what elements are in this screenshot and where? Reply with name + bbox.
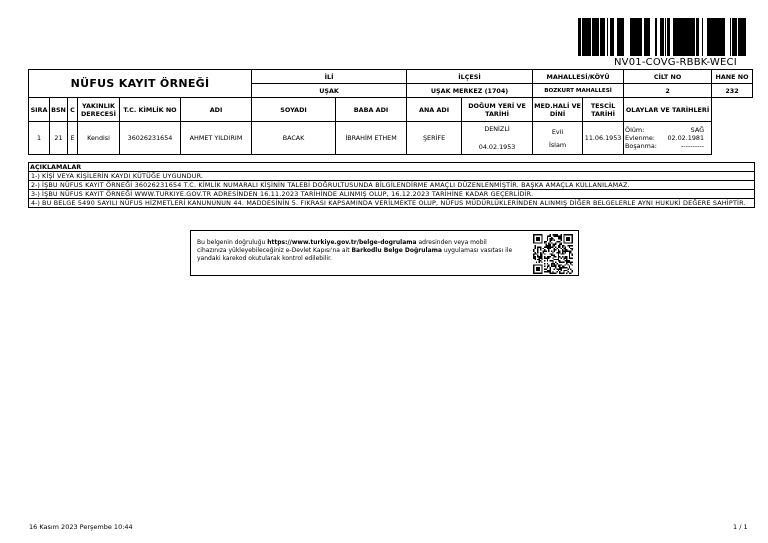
col-medeni: MED.HALİ VE DİNİ bbox=[533, 98, 583, 122]
dogum-yeri: DENİZLİ bbox=[484, 125, 510, 133]
barcode-image bbox=[578, 18, 746, 56]
col-c: C bbox=[68, 98, 78, 122]
footer-date: 16 Kasım 2023 Perşembe 10:44 bbox=[29, 523, 133, 531]
il-value: UŞAK bbox=[252, 84, 407, 98]
verification-url[interactable]: https://www.turkiye.gov.tr/belge-dogrulama bbox=[267, 239, 417, 246]
table-row bbox=[29, 122, 753, 155]
cell-tc: 36026231654 bbox=[120, 122, 181, 155]
note-item bbox=[29, 181, 754, 190]
col-soyadi: SOYADI bbox=[252, 98, 336, 122]
col-yakinlik: YAKINLIK DERECESİ bbox=[78, 98, 120, 122]
din: İslam bbox=[548, 140, 567, 149]
cilt-value: 2 bbox=[624, 84, 712, 98]
verification-text bbox=[197, 239, 515, 264]
notes-section bbox=[28, 162, 755, 208]
col-sira: SIRA bbox=[29, 98, 50, 122]
event-label: Evlenme: bbox=[625, 134, 655, 142]
cell-olaylar bbox=[624, 122, 712, 155]
cell-adi: AHMET YILDIRIM bbox=[181, 122, 252, 155]
event-value: SAĞ bbox=[690, 126, 705, 134]
col-dogum: DOĞUM YERİ VE TARİHİ bbox=[462, 98, 533, 122]
cell-dogum bbox=[462, 122, 533, 155]
col-tescil: TESCİL TARİHİ bbox=[583, 98, 624, 122]
cell-ana: ŞERİFE bbox=[407, 122, 462, 155]
dogum-tarihi: 04.02.1953 bbox=[478, 143, 516, 151]
mahalle-label: MAHALLESİ/KÖYÜ bbox=[533, 70, 624, 84]
note-item bbox=[29, 190, 754, 199]
note-item bbox=[29, 172, 754, 181]
event-evlenme bbox=[625, 134, 710, 142]
event-label: Boşanma: bbox=[625, 142, 657, 150]
hane-value: 232 bbox=[712, 84, 753, 98]
note-number: 4-) bbox=[31, 199, 40, 207]
col-adi: ADI bbox=[181, 98, 252, 122]
verification-app-name: Barkodlu Belge Doğrulama bbox=[351, 247, 442, 255]
page-number: 1 / 1 bbox=[733, 523, 748, 531]
note-item bbox=[29, 199, 754, 207]
mahalle-value: BOZKURT MAHALLESİ bbox=[533, 84, 624, 98]
qr-code-image bbox=[533, 234, 573, 274]
cell-tescil: 11.06.1953 bbox=[583, 122, 624, 155]
col-ana: ANA ADI bbox=[407, 98, 462, 122]
hane-label: HANE NO bbox=[712, 70, 753, 84]
note-text: KİŞİ VEYA KİŞİLERİN KAYDI KÜTÜĞE UYGUNDUR. bbox=[42, 172, 204, 180]
cell-yakinlik: Kendisi bbox=[78, 122, 120, 155]
cell-bsn: 21 bbox=[50, 122, 68, 155]
col-bsn: BSN bbox=[50, 98, 68, 122]
note-number: 1-) bbox=[31, 172, 40, 180]
event-olum bbox=[625, 126, 710, 134]
cell-soyadi: BACAK bbox=[252, 122, 336, 155]
document-code: NV01-COVG-RBBK-WECI bbox=[614, 57, 737, 68]
verify-text-part: uygulaması vasıtası ile yandaki karekod okutularak kontrol edilebilir. bbox=[197, 247, 513, 263]
event-label: Ölüm: bbox=[625, 126, 645, 134]
document-title: NÜFUS KAYIT ÖRNEĞİ bbox=[29, 70, 252, 98]
note-number: 2-) bbox=[31, 181, 40, 189]
registry-table bbox=[28, 69, 753, 155]
notes-title: AÇIKLAMALAR bbox=[29, 163, 754, 172]
event-value: ---------- bbox=[680, 142, 705, 150]
cell-baba: İBRAHİM ETHEM bbox=[336, 122, 407, 155]
event-value: 02.02.1981 bbox=[667, 134, 705, 142]
medeni-hal: Evli bbox=[551, 127, 564, 136]
col-olaylar: OLAYLAR VE TARİHLERİ bbox=[624, 98, 712, 122]
note-text: İŞBU NÜFUS KAYIT ÖRNEĞİ WWW.TURKIYE.GOV.TR ADRESİNDEN 16.11.2023 TARİHİNDE ALINMIŞ OLUP, 16.12.2023 TARİHİNE KADAR GEÇERLİDİR. bbox=[42, 190, 534, 198]
cell-medeni bbox=[533, 122, 583, 155]
event-bosanma bbox=[625, 142, 710, 150]
note-number: 3-) bbox=[31, 190, 40, 198]
note-text: İŞBU NÜFUS KAYIT ÖRNEĞİ 36026231654 T.C. KİMLİK NUMARALI KİŞİNİN TALEBİ DOĞRULTUSUNDA BİLGİLENDİRME AMAÇLI DÜZENLENMİŞTİR. BAŞKA AMAÇLA KULLANILAMAZ. bbox=[42, 181, 630, 189]
il-label: İLİ bbox=[252, 70, 407, 84]
col-tc: T.C. KİMLİK NO bbox=[120, 98, 181, 122]
note-text: BU BELGE 5490 SAYILI NÜFUS HİZMETLERİ KANUNUNUN 44. MADDESİNİN 5. FIKRASI KAPSAMINDA VERİLMEKTE OLUP, NÜFUS MÜDÜRLÜKLERİNDEN ALINMIŞ DİĞER BELGELERLE AYNI HUKUKİ DEĞERE SAHİPTİR. bbox=[42, 199, 746, 207]
cell-sira: 1 bbox=[29, 122, 50, 155]
cilt-label: CİLT NO bbox=[624, 70, 712, 84]
cell-c: E bbox=[68, 122, 78, 155]
ilce-label: İLÇESİ bbox=[407, 70, 533, 84]
ilce-value: UŞAK MERKEZ (1704) bbox=[407, 84, 533, 98]
col-baba: BABA ADI bbox=[336, 98, 407, 122]
verify-text-part: adresinden veya mobil cihazınıza yükleyebileceğiniz e-Devlet Kapısı'na ait bbox=[197, 239, 487, 255]
verification-box bbox=[190, 230, 579, 276]
verify-text-part: Bu belgenin doğruluğu bbox=[197, 239, 268, 246]
